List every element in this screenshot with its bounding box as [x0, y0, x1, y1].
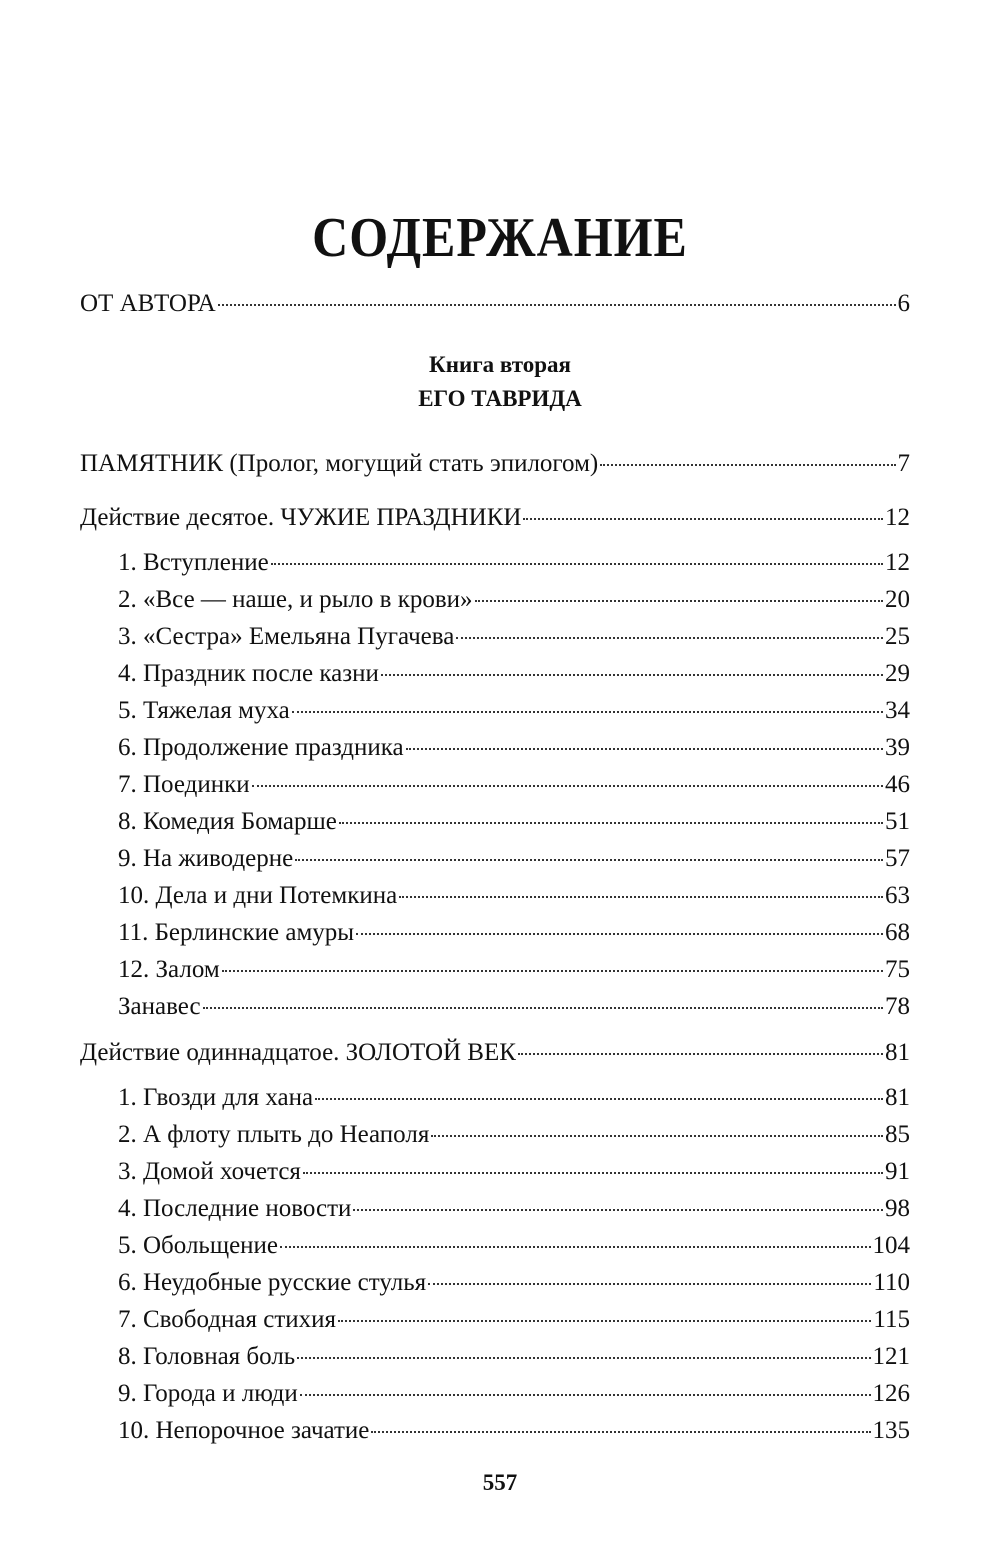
toc-entry-label: Занавес — [118, 993, 201, 1020]
toc-entry-label: 8. Комедия Бомарше — [118, 808, 337, 835]
toc-entry-page: 91 — [885, 1158, 910, 1185]
toc-chapter[interactable] — [118, 693, 910, 729]
dot-leader — [252, 784, 883, 787]
toc-chapter[interactable] — [118, 952, 910, 988]
toc-entry-page: 81 — [885, 1039, 910, 1066]
dot-leader — [300, 1393, 871, 1396]
dot-leader — [475, 599, 883, 602]
toc-entry-label: 5. Обольщение — [118, 1232, 279, 1259]
toc-entry-page: 34 — [885, 697, 910, 724]
toc-entry-label: 3. Домой хочется — [118, 1158, 301, 1185]
dot-leader — [356, 932, 883, 935]
dot-leader — [353, 1208, 883, 1211]
dot-leader — [297, 1356, 870, 1359]
toc-entry-label: 4. Праздник после казни — [118, 660, 379, 687]
book-title: ЕГО ТАВРИДА — [418, 386, 582, 411]
toc-entry-label: 12. Залом — [118, 956, 220, 983]
dot-leader — [339, 821, 883, 824]
toc-chapter[interactable] — [118, 1265, 910, 1301]
toc-chapter[interactable] — [118, 1154, 910, 1190]
toc-entry-label: 8. Головная боль — [118, 1343, 296, 1370]
dot-leader — [406, 747, 883, 750]
toc-chapter[interactable] — [118, 619, 910, 655]
dot-leader — [431, 1134, 883, 1137]
toc-entry-page: 98 — [885, 1195, 910, 1222]
toc-entry-label: 10. Дела и дни Потемкина — [118, 882, 398, 909]
toc-entry-label: ПАМЯТНИК (Пролог, могущий стать эпилогом) — [80, 450, 599, 477]
dot-leader — [600, 463, 895, 466]
toc-entry-label: 10. Непорочное зачатие — [118, 1417, 370, 1444]
toc-chapter[interactable] — [118, 1117, 910, 1153]
toc-entry-label: 7. Поединки — [118, 771, 250, 798]
toc-chapter[interactable] — [118, 1191, 910, 1227]
dot-leader — [523, 517, 883, 520]
toc-entry-page: 75 — [885, 956, 910, 983]
dot-leader — [399, 895, 883, 898]
toc-entry-page: 57 — [885, 845, 910, 872]
toc-entry-page: 20 — [885, 586, 910, 613]
toc-entry-label: ОТ АВТОРА — [80, 290, 216, 317]
toc-entry-label: 6. Неудобные русские стулья — [118, 1269, 427, 1296]
toc-entry-page: 7 — [897, 450, 910, 477]
dot-leader — [315, 1097, 883, 1100]
toc-entry-page: 63 — [885, 882, 910, 909]
toc-entry-page: 29 — [885, 660, 910, 687]
toc-chapter[interactable] — [118, 804, 910, 840]
dot-leader — [518, 1052, 883, 1055]
toc-entry-label: 7. Свободная стихия — [118, 1306, 337, 1333]
toc-chapter[interactable] — [118, 545, 910, 581]
toc-chapter[interactable] — [118, 841, 910, 877]
toc-entry-label: 9. Города и люди — [118, 1380, 298, 1407]
dot-leader — [271, 562, 883, 565]
toc-entry-page: 81 — [885, 1084, 910, 1111]
toc-entry-label: 4. Последние новости — [118, 1195, 352, 1222]
toc-chapter[interactable] — [118, 582, 910, 618]
dot-leader — [218, 303, 896, 306]
toc-entry-page: 12 — [885, 504, 910, 531]
dot-leader — [280, 1245, 870, 1248]
page-number: 557 — [482, 1470, 518, 1495]
toc-entry-label: 3. «Сестра» Емельяна Пугачева — [118, 623, 455, 650]
toc-entry-page: 121 — [872, 1343, 910, 1370]
toc-entry-act11[interactable] — [80, 1035, 910, 1071]
toc-chapter[interactable] — [118, 767, 910, 803]
toc-entry-page: 78 — [885, 993, 910, 1020]
toc-chapter[interactable] — [118, 730, 910, 766]
toc-entry-label: 1. Вступление — [118, 549, 269, 576]
toc-entry-page: 6 — [897, 290, 910, 317]
toc-entry-page: 25 — [885, 623, 910, 650]
toc-chapter[interactable] — [118, 1413, 910, 1449]
toc-chapter[interactable] — [118, 1228, 910, 1264]
toc-entry-preface[interactable] — [80, 286, 910, 322]
toc-entry-page: 110 — [873, 1269, 910, 1296]
toc-chapter[interactable] — [118, 915, 910, 951]
toc-chapter[interactable] — [118, 878, 910, 914]
toc-entry-page: 115 — [873, 1306, 910, 1333]
dot-leader — [295, 858, 883, 861]
dot-leader — [428, 1282, 871, 1285]
toc-entry-page: 135 — [872, 1417, 910, 1444]
dot-leader — [303, 1171, 883, 1174]
book-label: Книга вторая — [429, 352, 571, 377]
dot-leader — [456, 636, 883, 639]
toc-entry-label: 6. Продолжение праздника — [118, 734, 404, 761]
toc-entry-page: 12 — [885, 549, 910, 576]
toc-entry-label: 2. «Все — наше, и рыло в крови» — [118, 586, 473, 613]
toc-entry-prologue[interactable] — [80, 446, 910, 482]
toc-chapter[interactable] — [118, 1339, 910, 1375]
toc-entry-label: 9. На живодерне — [118, 845, 294, 872]
dot-leader — [222, 969, 883, 972]
dot-leader — [381, 673, 883, 676]
toc-chapter[interactable] — [118, 1302, 910, 1338]
toc-entry-page: 51 — [885, 808, 910, 835]
dot-leader — [338, 1319, 871, 1322]
page-title: СОДЕРЖАНИЕ — [312, 205, 688, 269]
toc-entry-page: 39 — [885, 734, 910, 761]
toc-chapter[interactable] — [118, 989, 910, 1025]
dot-leader — [203, 1006, 883, 1009]
toc-entry-label: Действие десятое. ЧУЖИЕ ПРАЗДНИКИ — [80, 504, 522, 531]
toc-entry-label: 11. Берлинские амуры — [118, 919, 355, 946]
toc-chapter[interactable] — [118, 1376, 910, 1412]
toc-entry-page: 126 — [872, 1380, 910, 1407]
toc-entry-label: Действие одиннадцатое. ЗОЛОТОЙ ВЕК — [80, 1039, 516, 1066]
toc-entry-label: 2. А флоту плыть до Неаполя — [118, 1121, 430, 1148]
toc-entry-page: 104 — [872, 1232, 910, 1259]
toc-entry-page: 68 — [885, 919, 910, 946]
toc-chapter[interactable] — [118, 656, 910, 692]
toc-entry-label: 5. Тяжелая муха — [118, 697, 290, 724]
toc-chapter[interactable] — [118, 1080, 910, 1116]
toc-entry-label: 1. Гвозди для хана — [118, 1084, 314, 1111]
toc-entry-page: 85 — [885, 1121, 910, 1148]
toc-entry-act10[interactable] — [80, 500, 910, 536]
dot-leader — [292, 710, 883, 713]
toc-entry-page: 46 — [885, 771, 910, 798]
dot-leader — [371, 1430, 870, 1433]
